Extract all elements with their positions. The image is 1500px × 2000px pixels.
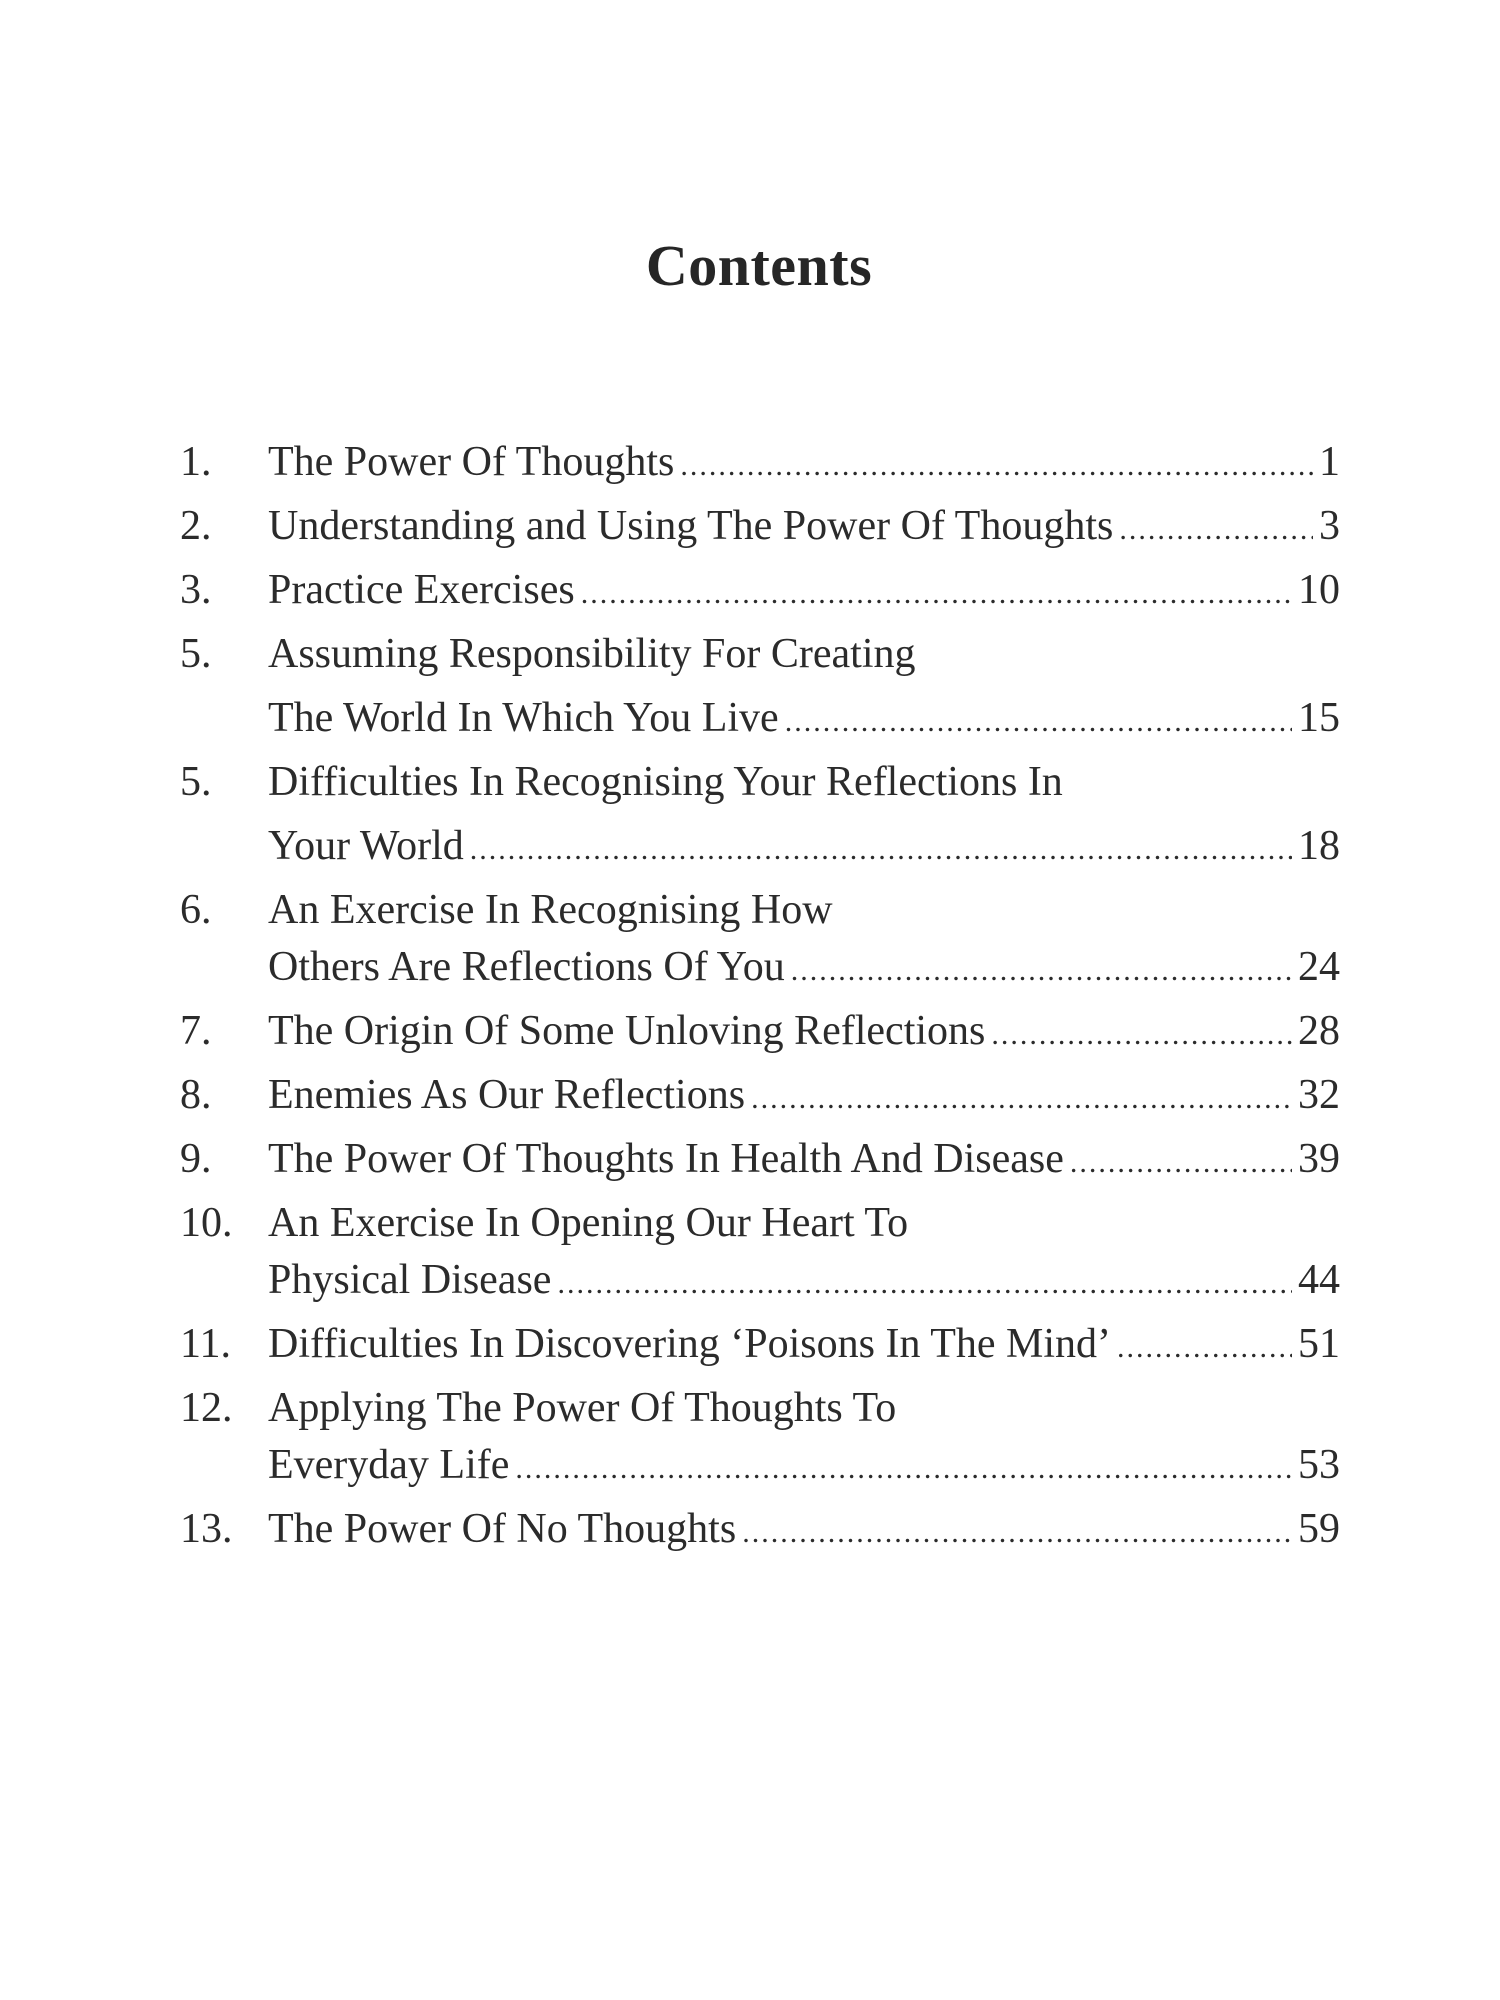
chapter-title-line: Physical Disease xyxy=(268,1257,552,1303)
chapter-number: 13. xyxy=(180,1506,233,1552)
chapter-title: Practice Exercises xyxy=(268,567,575,613)
chapter-title: The Power Of Thoughts xyxy=(268,439,675,485)
chapter-title: Difficulties In Discovering ‘Poisons In The Mind’ xyxy=(268,1321,1112,1367)
dot-leader xyxy=(742,1501,1292,1565)
toc-entry xyxy=(180,1497,1340,1561)
chapter-title-line: Everyday Life xyxy=(268,1442,510,1488)
dot-leader xyxy=(1117,1316,1292,1380)
chapter-number: 6. xyxy=(180,887,212,933)
dot-leader xyxy=(751,1067,1292,1131)
dot-leader xyxy=(581,562,1292,626)
chapter-title-line: An Exercise In Opening Our Heart To xyxy=(268,1200,909,1246)
chapter-title-line: The World In Which You Live xyxy=(268,695,779,741)
page-number: 44 xyxy=(1298,1257,1340,1303)
chapter-title-line: Difficulties In Recognising Your Reflections In xyxy=(268,759,1063,805)
chapter-title-line: An Exercise In Recognising How xyxy=(268,887,833,933)
chapter-title-line: Your World xyxy=(268,823,464,869)
dot-leader xyxy=(515,1437,1292,1501)
dot-leader xyxy=(557,1252,1292,1316)
toc-entry xyxy=(180,878,1340,999)
page-number: 59 xyxy=(1298,1506,1340,1552)
toc-entry xyxy=(180,558,1340,622)
chapter-title: Understanding and Using The Power Of Thoughts xyxy=(268,503,1114,549)
page-number: 15 xyxy=(1298,695,1340,741)
toc-entry xyxy=(180,1312,1340,1376)
chapter-number: 5. xyxy=(180,759,212,805)
chapter-number: 8. xyxy=(180,1072,212,1118)
table-of-contents xyxy=(180,430,1340,1561)
dot-leader xyxy=(1119,498,1313,562)
dot-leader xyxy=(470,818,1292,882)
chapter-title-line: Assuming Responsibility For Creating xyxy=(268,631,916,677)
page-number: 1 xyxy=(1319,439,1340,485)
page-number: 53 xyxy=(1298,1442,1340,1488)
toc-entry xyxy=(180,1191,1340,1312)
toc-entry xyxy=(180,1127,1340,1191)
chapter-number: 10. xyxy=(180,1200,233,1246)
toc-entry xyxy=(180,622,1340,750)
chapter-title: The Origin Of Some Unloving Reflections xyxy=(268,1008,986,1054)
page-number: 32 xyxy=(1298,1072,1340,1118)
chapter-number: 7. xyxy=(180,1008,212,1054)
chapter-title: Enemies As Our Reflections xyxy=(268,1072,746,1118)
chapter-title-line: Applying The Power Of Thoughts To xyxy=(268,1385,897,1431)
toc-entry xyxy=(180,1063,1340,1127)
toc-entry xyxy=(180,750,1340,878)
chapter-title: The Power Of Thoughts In Health And Disease xyxy=(268,1136,1064,1182)
toc-entry xyxy=(180,1376,1340,1497)
dot-leader xyxy=(1070,1131,1292,1195)
chapter-number: 5. xyxy=(180,631,212,677)
chapter-number: 12. xyxy=(180,1385,233,1431)
page-number: 28 xyxy=(1298,1008,1340,1054)
dot-leader xyxy=(791,939,1292,1003)
chapter-title-line: Others Are Reflections Of You xyxy=(268,944,785,990)
dot-leader xyxy=(991,1003,1292,1067)
chapter-number: 1. xyxy=(180,439,212,485)
chapter-number: 11. xyxy=(180,1321,231,1367)
dot-leader xyxy=(785,690,1292,754)
page-number: 3 xyxy=(1319,503,1340,549)
chapter-number: 2. xyxy=(180,503,212,549)
page-number: 24 xyxy=(1298,944,1340,990)
dot-leader xyxy=(680,434,1313,498)
page-number: 51 xyxy=(1298,1321,1340,1367)
page-title: Contents xyxy=(645,233,873,298)
chapter-number: 9. xyxy=(180,1136,212,1182)
chapter-number: 3. xyxy=(180,567,212,613)
page-number: 10 xyxy=(1298,567,1340,613)
toc-entry xyxy=(180,430,1340,494)
chapter-title: The Power Of No Thoughts xyxy=(268,1506,737,1552)
page-number: 39 xyxy=(1298,1136,1340,1182)
page-number: 18 xyxy=(1298,823,1340,869)
toc-entry xyxy=(180,999,1340,1063)
toc-entry xyxy=(180,494,1340,558)
